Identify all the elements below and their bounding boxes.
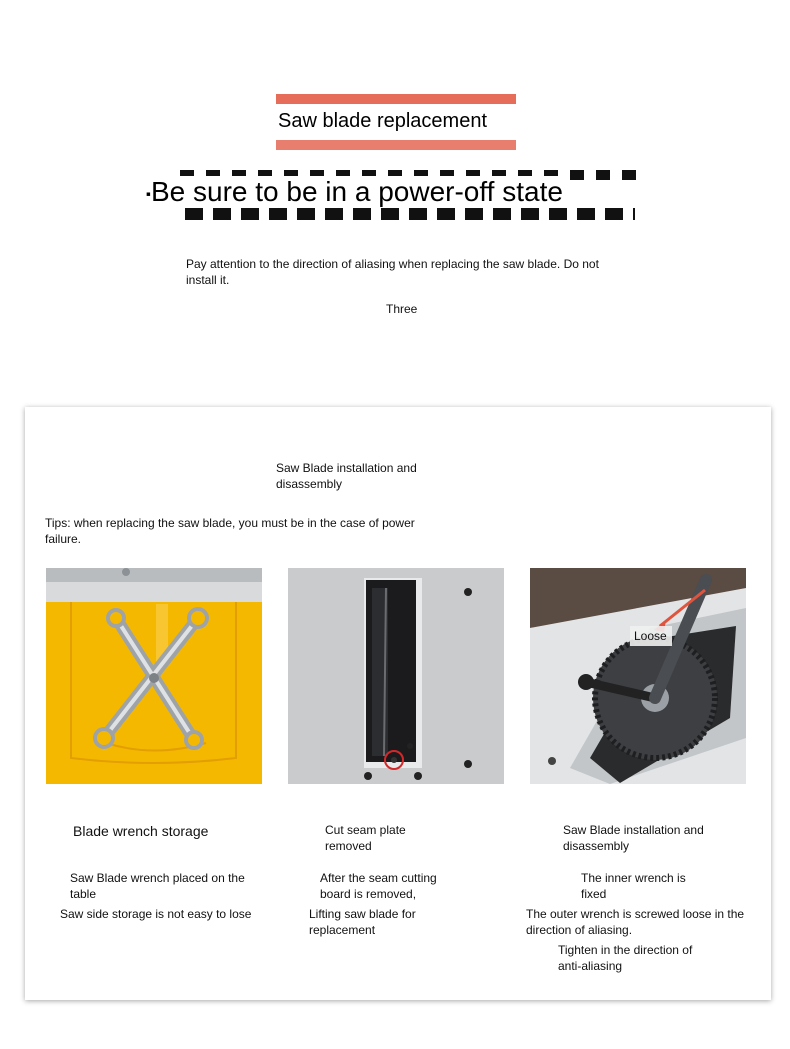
instruction-panel	[25, 407, 771, 1000]
column-line: The outer wrench is screwed loose in the direction of aliasing.	[526, 907, 745, 937]
decorative-strip	[276, 140, 516, 150]
wrench-storage-photo	[46, 568, 262, 784]
column-line: Saw side storage is not easy to lose	[60, 907, 252, 921]
column-title: Cut seam plate removed	[325, 823, 406, 853]
power-off-warning: ▪Be sure to be in a power-off state	[140, 176, 569, 208]
decorative-strip	[185, 208, 635, 220]
decorative-strip	[276, 94, 516, 104]
column-line: After the seam cutting board is removed,	[320, 871, 437, 901]
column-line: Lifting saw blade for replacement	[309, 907, 416, 937]
column-line: Saw Blade wrench placed on the table	[70, 871, 245, 901]
panel-heading: Saw Blade installation and disassembly	[276, 461, 417, 491]
column-title: Saw Blade installation and disassembly	[563, 823, 704, 853]
blade-loosen-photo	[530, 568, 746, 784]
column-line: Tighten in the direction of anti-aliasing	[558, 943, 693, 973]
seam-plate-photo	[288, 568, 504, 784]
page-title: Saw blade replacement	[272, 104, 493, 137]
bullet-icon: ▪	[146, 185, 151, 202]
power-tip: Tips: when replacing the saw blade, you must be in the case of power failure.	[45, 516, 415, 546]
step-label: Three	[386, 302, 418, 316]
column-title: Blade wrench storage	[73, 823, 209, 839]
loose-label: Loose	[634, 629, 667, 643]
column-line: The inner wrench is fixed	[581, 871, 686, 901]
direction-note: Pay attention to the direction of aliasing when replacing the saw blade. Do not install it.	[186, 257, 599, 287]
